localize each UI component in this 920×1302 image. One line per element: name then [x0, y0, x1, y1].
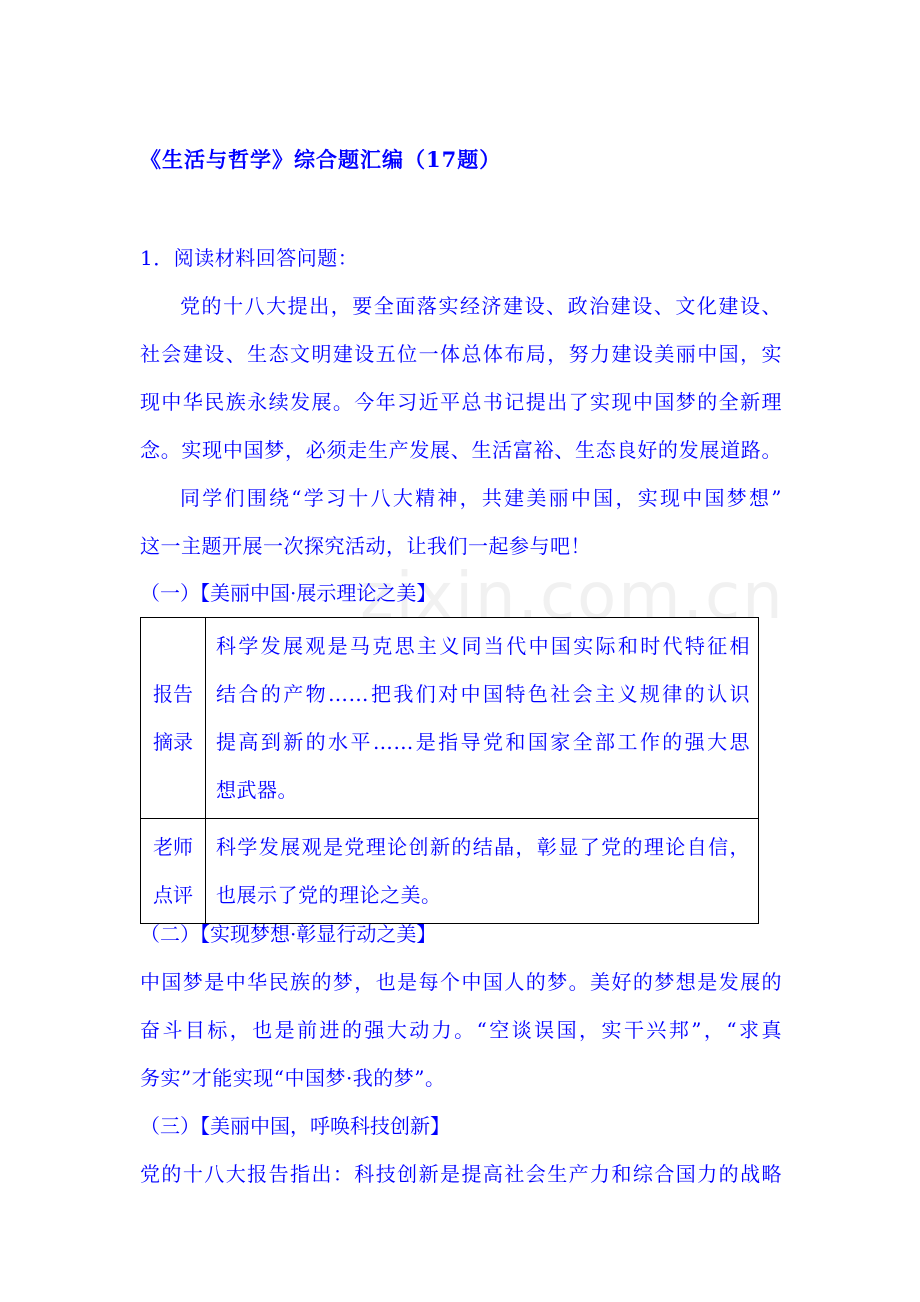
question-stem-text: 1．阅读材料回答问题： — [140, 246, 359, 270]
teacher-comment-content — [206, 819, 759, 924]
section-2-line: 奋斗目标，也是前进的强大动力。“空谈误国，实干兴邦”，“求真 — [140, 1018, 782, 1042]
paragraph-2 — [140, 474, 782, 570]
table-row — [141, 618, 759, 819]
section-1-heading: （一）【美丽中国·展示理论之美】 — [140, 581, 437, 605]
section-2-text — [140, 958, 782, 1102]
label-line: 摘录 — [153, 730, 193, 754]
section-3-line: 党的十八大报告指出：科技创新是提高社会生产力和综合国力的战略 — [140, 1162, 782, 1186]
content-line: 结合的产物……把我们对中国特色社会主义规律的认识 — [216, 682, 750, 706]
content-line: 科学发展观是马克思主义同当代中国实际和时代特征相 — [216, 634, 750, 658]
label-line: 报告 — [153, 682, 193, 706]
teacher-comment-label — [141, 819, 206, 924]
section-3-text — [140, 1150, 782, 1198]
paragraph-2-line: 同学们围绕“学习十八大精神，共建美丽中国，实现中国梦想” — [180, 486, 782, 510]
content-line: 科学发展观是党理论创新的结晶，彰显了党的理论自信， — [216, 835, 750, 859]
label-line: 点评 — [153, 883, 193, 907]
paragraph-2-line: 这一主题开展一次探究活动，让我们一起参与吧！ — [140, 534, 591, 558]
paragraph-1-line: 社会建设、生态文明建设五位一体总体布局，努力建设美丽中国，实 — [140, 342, 782, 366]
content-line: 也展示了党的理论之美。 — [216, 883, 442, 907]
report-excerpt-label — [141, 618, 206, 819]
report-table — [140, 617, 759, 924]
section-2-line: 务实”才能实现“中国梦·我的梦”。 — [140, 1066, 446, 1090]
label-line: 老师 — [153, 835, 193, 859]
paragraph-1-line: 念。实现中国梦，必须走生产发展、生活富裕、生态良好的发展道路。 — [140, 438, 782, 462]
section-3-heading: （三）【美丽中国，呼唤科技创新】 — [140, 1114, 450, 1138]
question-stem — [140, 234, 782, 282]
paragraph-1 — [140, 282, 782, 474]
table-row — [141, 819, 759, 924]
document-title: 《生活与哲学》综合题汇编（17题） — [140, 147, 502, 172]
section-2-heading: （二）【实现梦想·彰显行动之美】 — [140, 922, 437, 946]
report-excerpt-content — [206, 618, 759, 819]
content-line: 想武器。 — [216, 778, 298, 802]
paragraph-1-line: 现中华民族永续发展。今年习近平总书记提出了实现中国梦的全新理 — [140, 390, 782, 414]
content-line: 提高到新的水平……是指导党和国家全部工作的强大思 — [216, 730, 750, 754]
paragraph-1-line: 党的十八大提出，要全面落实经济建设、政治建设、文化建设、 — [180, 294, 782, 318]
watermark: zixin.com.cn — [360, 560, 785, 634]
section-2-line: 中国梦是中华民族的梦，也是每个中国人的梦。美好的梦想是发展的 — [140, 970, 782, 994]
